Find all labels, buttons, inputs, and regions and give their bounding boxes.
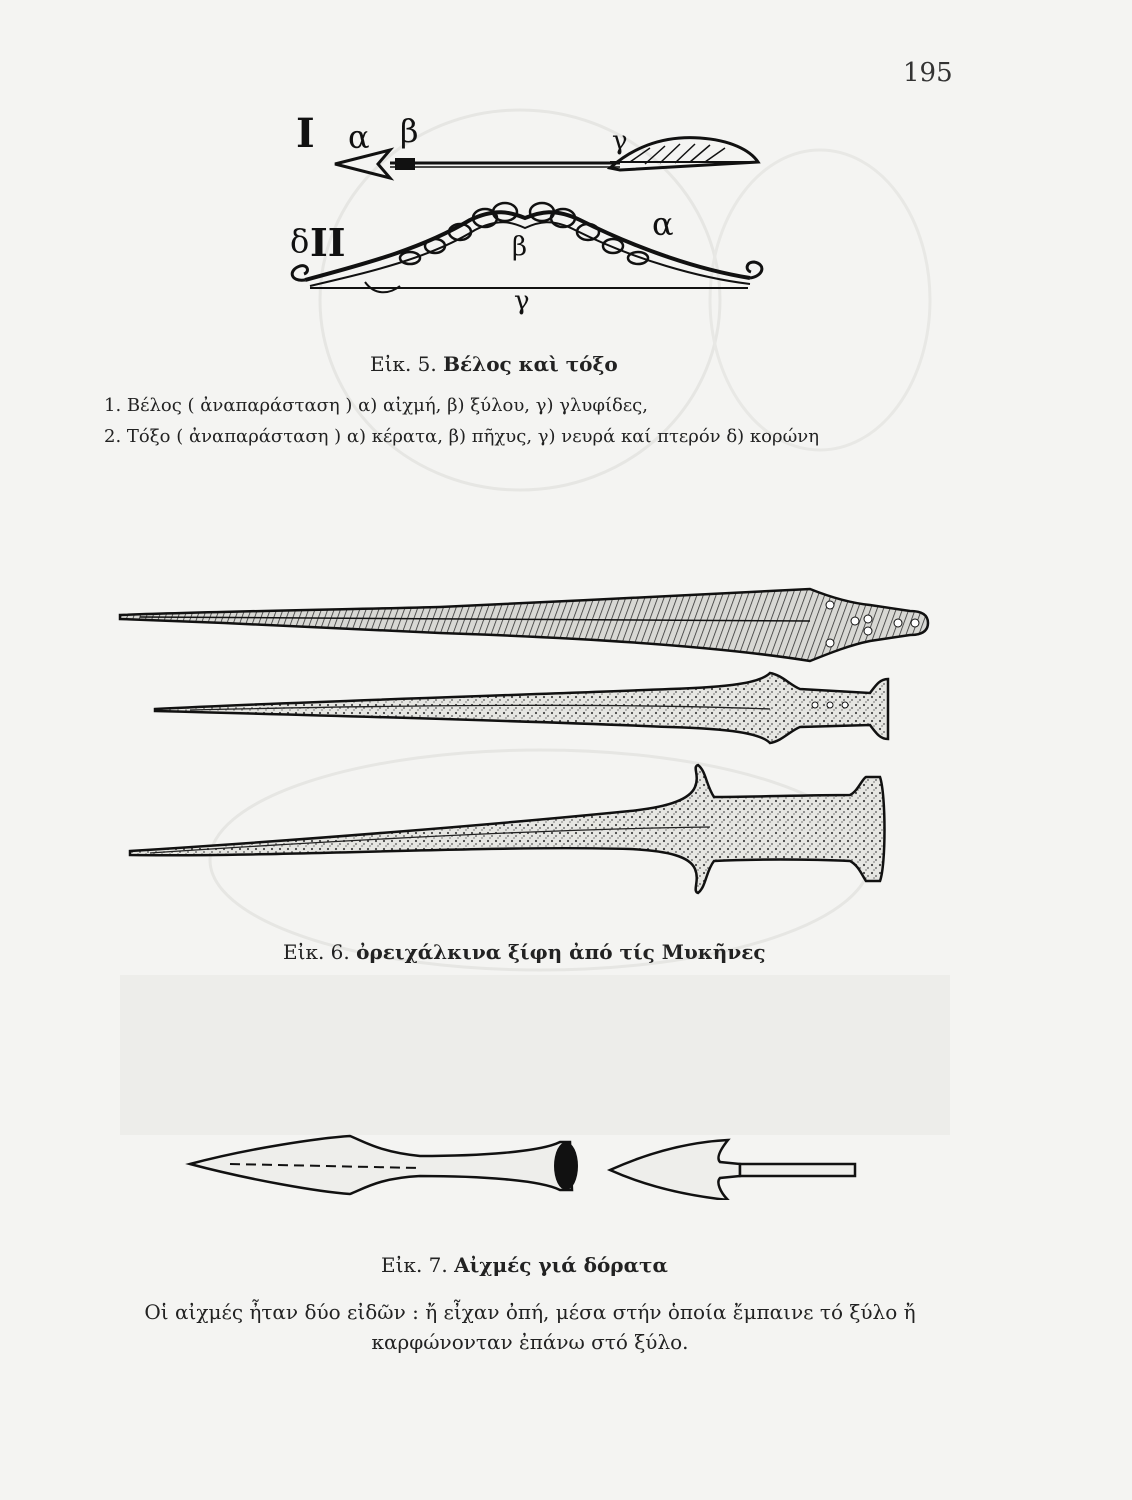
figure-6-caption-prefix: Εἰκ. 6. (283, 940, 350, 964)
figure-7-caption-title: Αἰχμές γιά δόρατα (454, 1253, 668, 1277)
page-number: 195 (903, 58, 953, 88)
figure-6-caption (283, 940, 766, 964)
sword-2 (155, 673, 888, 743)
label-arrow-alpha: α (348, 118, 370, 156)
label-arrow-gamma: γ (612, 126, 628, 156)
label-bow-alpha: α (652, 205, 674, 243)
arrow-drawing (335, 138, 758, 178)
label-bow-delta: δ (290, 222, 310, 260)
label-bow-beta: β (512, 232, 528, 262)
figure-7-note: Οἱ αἰχμές ἦταν δύο εἰδῶν : ἤ εἶχαν ὀπή, μέσα στήν ὁποία ἔμπαινε τό ξύλο ἤ καρφώνονταν ἐπάνω στό ξύλο. (144, 1300, 916, 1354)
figure-6-drawing (110, 575, 950, 905)
figure-5-legend-2: 2. Τόξο ( ἀναπαράσταση ) α) κέρατα, β) πῆχυς, γ) νευρά καί πτερόν δ) κορώνη (104, 426, 819, 447)
figure-5-caption-prefix: Εἰκ. 5. (370, 352, 437, 376)
figure-5-caption (370, 352, 618, 376)
sword-3 (130, 765, 885, 893)
figure-5-caption-title: Βέλος καὶ τόξο (443, 352, 618, 376)
bow-drawing (292, 203, 762, 292)
figure-7-drawing (180, 1130, 870, 1200)
label-I: I (296, 110, 315, 157)
figure-5-legend-1: 1. Βέλος ( ἀναπαράσταση ) α) αἰχμή, β) ξύλου, γ) γλυφίδες, (104, 395, 648, 416)
sword-1 (120, 589, 928, 661)
figure-7-caption (381, 1253, 668, 1277)
figure-6-caption-title: ὀρειχάλκινα ξίφη ἀπό τίς Μυκῆνες (356, 940, 766, 964)
label-bow-gamma: γ (514, 286, 530, 316)
label-II: II (310, 220, 346, 265)
label-arrow-beta: β (400, 112, 419, 150)
figure-7-caption-prefix: Εἰκ. 7. (381, 1253, 448, 1277)
spearhead-tanged (610, 1140, 855, 1200)
spearhead-socketed (190, 1136, 578, 1194)
